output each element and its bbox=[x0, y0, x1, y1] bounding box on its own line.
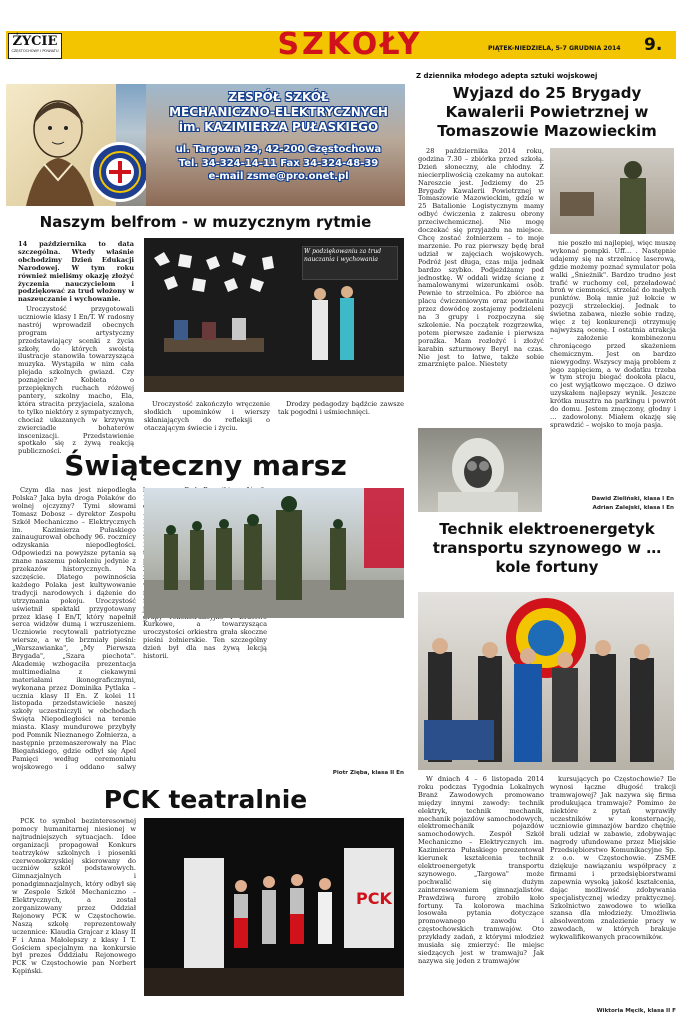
school-banner bbox=[6, 84, 405, 206]
wyjazd-photo-soldier bbox=[550, 148, 674, 234]
marsz-col1: Czym dla nas jest niepodległa Polska? Jaka była droga Polaków do wolnej ojczyzny? Tymi słowami Tomasz Dobosz – dyrektor Zespołu Szkół Mechaniczno – Elektrycznych im. Kazimierza Pułaskiego zainaugurował obchody 96. rocznicy odzyskania niepodległości. Odpowiedzi na powyższe pytania są znane naszemu pokoleniu jedynie z przekazów historycznych. Na szczęście. Dlatego powinnościa każdego Polaka jest kultywowanie tradycji narodowych i dążenie do utrzymania pokoju. Uroczystość uświetnił spektakl przygotowany przez klasę I En/T, który napełnił serca widzów dumą i wzruszeniem. Uczniowie recytowali patriotyczne wiersze, a w tle brzmiały pieśni: „Warszawianka", „My Pierwsza Brygada", „Szara piechota". Akademię wzbogaciła prezentacja multimedialna z ciekawymi materiałami ikonograficznymi, wykonana przez Dominika Pytlaka – ucznia klasy II En. Z kolei 11 listopada przedstawiciele naszej szkoły uczestniczyli w obchodach Święta Niepodległości na terenie miasta. Klasy mundurowe przybyły pod Pomnik Nieznanego Żołnierza, a następnie przemaszerowały na Plac Biegańskiego, gdzie odbył się Apel Pamięci według ceremoniału wojskowego i oddano salwy Kurkowe, a towarzysząca uroczystości orkiestra grała skoczne pieśni żołnierskie. Ten szczególny dzień był dla nas żywą lekcją historii. bbox=[12, 486, 267, 771]
belfrom-col3: Drodzy pedagodzy bądźcie zawsze tak pogodni i uśmiechnięci. bbox=[278, 400, 404, 416]
pck-photo bbox=[144, 818, 404, 996]
technik-signature: Wiktoria Męcik, klasa II F bbox=[596, 1008, 676, 1014]
wyjazd-col1: 28 października 2014 roku, godzina 7.30 – zbiórka przed szkołą. Dzień słoneczny, ale chłodny. Z niecierpliwością czekamy na autokar. Nareszcie jest. Jedziemy do 25 Brygady Kawalerii Powietrznej w Tomaszowie Mazowieckim, gdzie w 25 Batalionie Logistycznym mamy odbyć ćwiczenia z zakresu obrony przeciwchemicznej. Nie mogę doczekać się przyjazdu na miejsce. Chcę zostać żołnierzem – to moje marzenie. Po raz pierwszy będę brał udział w zajęciach wojskowych. Podróż jest długa, czas mija jednak bardzo szybko. Podjeżdżamy pod jednostkę. W oddali widzę ścianę z namalowanymi wizerunkami osób. Pewnie to strzelnica. Po zbiórce na placu ćwiczeniowym oraz powitaniu przez dowódcę zostajemy podzieleni na 3 grupy i rozpoczyna się szkolenie. Na początek rozgrzewka, potem pierwsze zadanie i pierwsza porażka. Mam rozłożyć i złożyć karabin szturmowy Beryl na czas. Nie jest to łatwe, także sobie zmarznięte palce. Niestety bbox=[418, 147, 544, 369]
pck-title: PCK teatralnie bbox=[103, 785, 308, 814]
logo-main: ŻYCIE bbox=[12, 34, 58, 49]
marsz-photo bbox=[144, 488, 404, 618]
belfrom-photo bbox=[144, 238, 404, 392]
wyjazd-signature2: Adrian Zalejski, klasa I En bbox=[592, 505, 674, 511]
banner-line1: ZESPÓŁ SZKÓŁ bbox=[228, 90, 329, 104]
banner-line2: MECHANICZNO-ELEKTRYCZNYCH bbox=[169, 105, 388, 119]
wyjazd-title: Wyjazd do 25 Brygady Kawalerii Powietrznej w Tomaszowie Mazowieckim bbox=[437, 84, 657, 140]
marsz-signature: Piotr Zięba, klasa II En bbox=[332, 770, 404, 776]
issue-date: PIĄTEK-NIEDZIELA, 5-7 GRUDNIA 2014 bbox=[488, 45, 621, 52]
belfrom-col1: Uroczystość przygotowali uczniowie klasy I En/T. W radosny nastrój wprowadził obecnych program artystyczny przedstawiający scenki z życia szkoły, do których swoistą ilustracje stanowiła towarzysząca muzyka. Wystąpiła w nim cała plejada szkolnych gwiazd. Czy poznajecie? Kobieta o przepięknych ruchach różowej panterу, szkolny macho, Ela, która stracita przyjaciela, szalona to tylko niektóry z sympatycznych, chociaż ukazanych w krzywym zwierciadle bohaterów inscenizacji. Przedstawienie spotkało się z żywą reakcją publiczności. bbox=[18, 305, 134, 456]
banner-address: ul. Targowa 29, 42-200 Częstochowa bbox=[175, 144, 382, 155]
masthead-logo bbox=[8, 33, 62, 59]
technik-title: Technik elektroenergetyk transportu szynowego w … kole fortuny bbox=[432, 520, 662, 576]
belfrom-lead: 14 października to data szczególna. Wtedy właśnie obchodzimy Dzień Edukacji Narodowej. W tym roku również mieliśmy okazję złożyć życzenia nauczycielom i podziękować za trud włożony w naszeuczanie i wychowanie. bbox=[18, 240, 134, 304]
section-title: SZKOŁY bbox=[277, 27, 423, 62]
belfrom-title: Naszym belfrom - w muzycznym rytmie bbox=[39, 213, 372, 231]
pck-body: PCK to symbol bezinteresownej pomocy humanitarnej niesionej w najtrudniejszych sytuacjach. Idee organizacji propagował Konkurs teatrzyków szkolnych i piosenki czerwonokrzyskiej skierowany do uczniów szkół podstawowych. Gimnazjalnych i ponadgimnazjalnych, który odbył się w Zespole Szkół Mechaniczno – Elektrycznych, a został zorganizowany przez Oddział Rejonowy PCK w Częstochowie. Naszą szkołę reprezentowały uczennice: Klaudia Grajcar z klasy II F i Anna Małolepszy z klasy I T. Gościem specjalnym na konkursie był prezes Oddziału Rejonowego PCK w Częstochowie pan Norbert Kępiński. bbox=[12, 817, 136, 976]
wyjazd-signature1: Dawid Zieliński, klasa I En bbox=[591, 496, 674, 502]
wyjazd-photo-gasmask bbox=[418, 428, 542, 512]
banner-line3: im. KAZIMIERZA PUŁASKIEGO bbox=[178, 120, 379, 134]
svg-text:PCK: PCK bbox=[356, 889, 392, 908]
page-number: 9. bbox=[644, 35, 663, 55]
belfrom-col2: Uroczystość zakończyło wręczenie słodkich upominków i wierszy skłaniających do refleksji o otaczającym świecie i życiu. bbox=[144, 400, 270, 432]
belfrom-photo-caption: W podziękowaniu za trud nauczania i wychowania bbox=[304, 248, 382, 263]
marsz-title: Świąteczny marsz bbox=[64, 449, 347, 482]
logo-sub: CZĘSTOCHOWY I POWIATU bbox=[11, 49, 59, 53]
technik-col1: W dniach 4 – 6 listopada 2014 roku podczas Tygodnia Lokalnych Branż Zawodowych promowano między innymi zawody: technik elektryk, technik mechanik, mechanik pojazdów samochodowych, elektromechanik pojazdów samochodowych. Zespół Szkół Mechaniczno – Elektrycznych im. Kazimierza Pułaskiego prezentował kierunek kształcenia technik elektroenergetyk transportu szynowego. „Targowa" może pochwalić się dużym zainteresowaniem gimnazjalistów. Prawdziwą furorę zrobiło koło fortuny. Ta kolorowa machina losowała pytania dotyczące promowanego zawodu i częstochowskich tramwajów. Oto przykłady zadań, z którymi młodzież musiała się zmierzyć: Ile miejsc siedzących jest w tramwaju? Jak nazywa się jeden z tramwajów bbox=[418, 775, 544, 965]
technik-photo bbox=[418, 592, 674, 770]
school-emblem-icon bbox=[90, 142, 150, 202]
wyjazd-kicker: Z dziennika młodego adepta sztuki wojskowej bbox=[416, 72, 598, 80]
banner-texts bbox=[156, 90, 401, 183]
wyjazd-col2: nie poszło mi najlepiej, więc muszę wykonać pompki. Uff… . Następnie udajemy się na strzelnicę laserową, gdzie możemy poznać symulator pola walki „Śnieżnik". Bardzo trudno jest trafić w ruchomy cel, przeładować broń w ciemności, strzelać do małych punktów. Bolą mnie już łokcie w pozycji strzeleckiej. Jednak to świetna zabawa, niezłe sobie radzę, więc z tej konkurencji otrzymuję najwyższą ocenę. I ostatnia atrakcja – założenie kombinezonu chroniącego przed skażeniem chemicznym. Jest on bardzo niewygodny. Wszyscy mają problem z jego zapięciem, a w dodatku trzeba w tym stroju biegać dookoła placu, co jest wyjątkowo męczące. O dziwo uzyskałem najlepszy wynik. Jeszcze krótka musztra na parkingu i powrót do domu. Jestem zmęczony, głodny i … zadowolony. Miałem okazję się sprawdzić – wojsko to moja pasja. bbox=[550, 239, 676, 429]
banner-email: e-mail zsme@pro.onet.pl bbox=[208, 171, 349, 182]
technik-col2: kursujących po Częstochowie? Ile wynosi łączne długość trakcji tramwajowej? Jak nazywa się firma produkująca tramwaje? Pomimo że niektóre z pytań wprawiły uczestników w konsternację, uczniowie gimnazjów bardzo chętnie brali udział w zabawie, zdobywając nagrody ufundowane przez Miejskie Przedsiębiorstwo Komunikacyjne Sp. z o.o. w Częstochowie. ZSME dziękuje nawiązaniu współpracy z firmami i przedsiębiorstwami zapewnia wysoką jakość kształcenia, dając możliwość zdobywania specjalistycznej wiedzy praktycznej. Szkolnictwo zawodowe to wielka szansa dla młodzieży. Umożliwia absolwentom znalezienie pracy w zawodach, w których brakuje wykwalifikowanych pracowników. bbox=[550, 775, 676, 942]
banner-phone: Tel. 34-324-14-11 Fax 34-324-48-39 bbox=[178, 158, 379, 169]
